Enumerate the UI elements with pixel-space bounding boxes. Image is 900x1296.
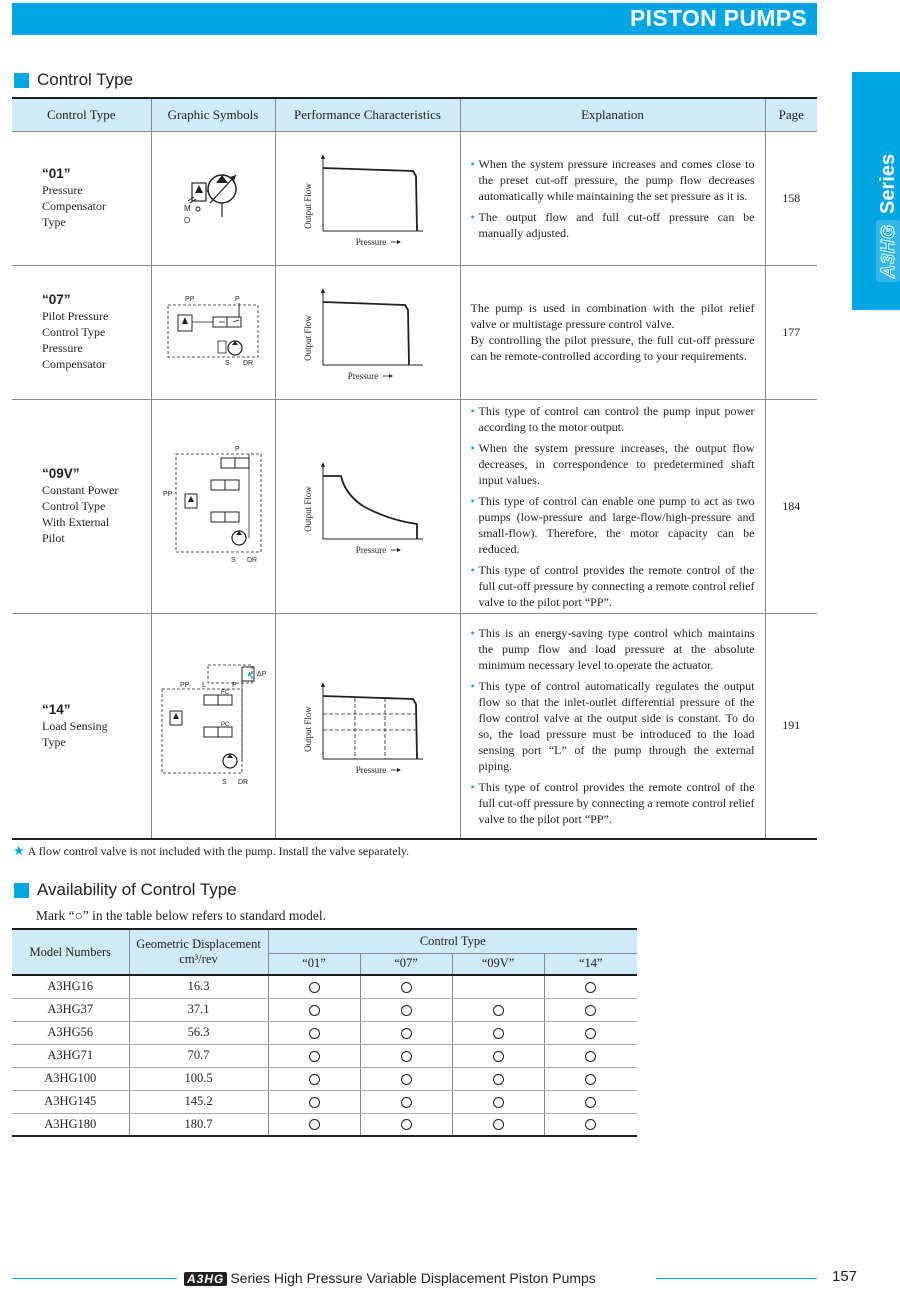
control-type-desc: Pressure Compensator Type	[42, 183, 106, 229]
performance-cell	[275, 399, 460, 613]
pressure-compensator-symbol	[178, 161, 248, 231]
standard-model-circle-icon	[585, 1097, 596, 1108]
standard-model-circle-icon	[585, 1028, 596, 1039]
bullet-dot-icon: •	[470, 440, 475, 455]
explanation-bullet	[471, 403, 755, 435]
table-row	[12, 131, 817, 265]
load-sensing-symbol	[156, 661, 271, 786]
table-row	[12, 613, 817, 839]
explanation-cell	[460, 265, 765, 399]
availability-cell	[360, 1021, 452, 1044]
availability-cell	[544, 1044, 637, 1067]
availability-cell	[268, 1021, 360, 1044]
model-number: A3HG16	[12, 975, 129, 998]
y-axis-label: Output Flow	[302, 486, 313, 532]
standard-model-circle-icon	[309, 1051, 320, 1062]
standard-model-circle-icon	[585, 1119, 596, 1130]
table-row	[12, 998, 637, 1021]
series-brand-logo: A3HG	[876, 220, 900, 282]
bullet-text: When the system pressure increases, the output flow decreases, in correspondence to predetermined shaft input values.	[478, 440, 755, 487]
control-type-cell	[12, 613, 151, 839]
performance-chart-01	[293, 146, 443, 246]
control-type-table	[12, 97, 817, 840]
availability-cell	[452, 1021, 544, 1044]
table-row	[12, 1090, 637, 1113]
displacement-unit: cm³/rev	[179, 952, 218, 966]
standard-model-circle-icon	[309, 1119, 320, 1130]
series-brand-logo: A3HG	[184, 1272, 227, 1286]
standard-model-circle-icon	[309, 1028, 320, 1039]
graphic-symbol-cell	[151, 265, 275, 399]
table-row	[12, 1021, 637, 1044]
series-label: Series	[877, 153, 899, 214]
availability-cell	[360, 998, 452, 1021]
graphic-symbol-cell	[151, 613, 275, 839]
availability-cell	[452, 1090, 544, 1113]
column-header-type: “09V”	[452, 953, 544, 975]
explanation-cell	[460, 131, 765, 265]
standard-model-circle-icon	[493, 1119, 504, 1130]
control-type-code: “07”	[42, 292, 71, 307]
displacement-value: 70.7	[129, 1044, 268, 1067]
table-header-row	[12, 929, 637, 953]
standard-model-circle-icon	[585, 1005, 596, 1016]
availability-cell	[268, 975, 360, 998]
x-axis-label: Pressure	[347, 371, 378, 380]
standard-model-circle-icon	[401, 1097, 412, 1108]
control-type-cell	[12, 131, 151, 265]
availability-cell	[544, 1113, 637, 1136]
page-ref-cell: 177	[765, 265, 817, 399]
footnote	[13, 843, 409, 859]
column-header-type: “01”	[268, 953, 360, 975]
performance-cell	[275, 265, 460, 399]
standard-model-circle-icon	[309, 1005, 320, 1016]
displacement-value: 16.3	[129, 975, 268, 998]
table-row	[12, 399, 817, 613]
column-header: Explanation	[460, 98, 765, 131]
standard-model-circle-icon	[493, 1097, 504, 1108]
footnote-text: A flow control valve is not included with the pump. Install the valve separately.	[27, 843, 410, 858]
column-header: Page	[765, 98, 817, 131]
model-number: A3HG56	[12, 1021, 129, 1044]
standard-model-circle-icon	[493, 1051, 504, 1062]
page-number: 157	[832, 1268, 858, 1285]
availability-cell	[360, 1113, 452, 1136]
port-label: PP	[185, 295, 195, 303]
port-label: DR	[243, 359, 254, 367]
availability-note: Mark “○” in the table below refers to standard model.	[36, 908, 327, 923]
explanation-bullet	[471, 625, 755, 673]
explanation-bullet	[471, 209, 755, 241]
x-axis-label: Pressure	[355, 545, 386, 554]
port-label: ΔP	[256, 671, 266, 679]
column-header-displacement	[129, 929, 268, 975]
availability-cell	[360, 1067, 452, 1090]
standard-model-circle-icon	[493, 1005, 504, 1016]
availability-cell	[452, 1067, 544, 1090]
availability-cell	[452, 998, 544, 1021]
availability-cell	[452, 975, 544, 998]
column-header: Performance Characteristics	[275, 98, 460, 131]
availability-cell	[268, 998, 360, 1021]
availability-cell	[360, 1044, 452, 1067]
bullet-text: This type of control can control the pump input power according to the motor output.	[478, 403, 755, 434]
performance-chart-07	[293, 280, 443, 380]
table-row	[12, 1067, 637, 1090]
footer-rule	[12, 1278, 177, 1279]
model-number: A3HG37	[12, 998, 129, 1021]
control-type-cell	[12, 265, 151, 399]
standard-model-circle-icon	[401, 1028, 412, 1039]
port-label: FC	[220, 690, 229, 697]
displacement-value: 180.7	[129, 1113, 268, 1136]
column-header: Control Type	[12, 98, 151, 131]
port-label: O	[184, 216, 191, 225]
column-header-model: Model Numbers	[12, 929, 129, 975]
availability-cell	[452, 1113, 544, 1136]
standard-model-circle-icon	[585, 1051, 596, 1062]
displacement-value: 100.5	[129, 1067, 268, 1090]
y-axis-label: Output Flow	[302, 705, 313, 752]
explanation-bullet	[471, 678, 755, 774]
explanation-cell	[460, 613, 765, 839]
bullet-dot-icon: •	[470, 403, 475, 418]
bullet-text: This is an energy-saving type control which maintains the pump flow and load pressure at the absolute minimum necessary level to operate the actuator.	[478, 625, 755, 672]
availability-cell	[360, 1090, 452, 1113]
column-header-type: “07”	[360, 953, 452, 975]
port-label: PP	[179, 682, 189, 690]
standard-model-circle-icon	[493, 1028, 504, 1039]
control-type-code: “09V”	[42, 466, 80, 481]
control-type-desc: Constant Power Control Type With External Pilot	[42, 483, 119, 545]
table-row	[12, 1113, 637, 1136]
bullet-text: This type of control provides the remote control of the full cut-off pressure by connecting a remote control relief valve to the pilot port “PP”.	[478, 562, 755, 609]
model-number: A3HG180	[44, 1116, 97, 1131]
section-heading-text: Availability of Control Type	[37, 880, 237, 899]
port-label: S	[230, 557, 236, 564]
bullet-text: This type of control automatically regulates the output flow so that the inlet-outlet differential pressure of the flow control valve at the output side is constant. To do so, the load pressure must be introduced to the load sensing port “L” of the pump through the external piping.	[478, 678, 755, 773]
page-ref-cell: 191	[765, 613, 817, 839]
bullet-text: This type of control provides the remote control of the full cut-off pressure by connecting a remote control relief valve to the pilot port “PP”.	[478, 779, 755, 826]
bullet-dot-icon: •	[470, 625, 475, 640]
standard-model-circle-icon	[401, 1005, 412, 1016]
x-axis-label: Pressure	[355, 237, 386, 246]
standard-model-circle-icon	[309, 1097, 320, 1108]
control-type-desc: Load Sensing Type	[42, 718, 108, 749]
table-row	[12, 1044, 637, 1067]
availability-cell	[268, 1067, 360, 1090]
availability-cell	[544, 1021, 637, 1044]
standard-model-circle-icon	[585, 982, 596, 993]
displacement-value: 145.2	[129, 1090, 268, 1113]
y-axis-label: Output Flow	[302, 183, 313, 229]
performance-cell	[275, 613, 460, 839]
displacement-label: Geometric Displacement	[136, 937, 261, 951]
performance-chart-14	[293, 674, 443, 774]
control-type-code: “01”	[42, 166, 71, 181]
explanation-bullet	[471, 440, 755, 488]
footer-rule	[656, 1278, 817, 1279]
explanation-bullet	[471, 156, 755, 204]
port-label: P	[234, 446, 240, 453]
availability-cell	[360, 975, 452, 998]
section-heading-control-type	[14, 70, 133, 90]
graphic-symbol-cell	[151, 399, 275, 613]
availability-table-body	[12, 975, 637, 1136]
performance-cell	[275, 131, 460, 265]
performance-chart-09v	[293, 454, 443, 554]
availability-cell	[544, 1067, 637, 1090]
square-bullet-icon	[14, 883, 29, 898]
control-type-cell	[12, 399, 151, 613]
control-type-code: “14”	[42, 701, 71, 717]
side-tab-label	[876, 154, 900, 282]
graphic-symbol-cell	[151, 131, 275, 265]
standard-model-circle-icon	[585, 1074, 596, 1085]
port-label: DR	[246, 557, 257, 564]
availability-cell	[268, 1090, 360, 1113]
series-side-tab	[852, 72, 900, 310]
availability-table	[12, 928, 637, 1137]
section-heading-availability	[14, 880, 237, 900]
section-heading-text: Control Type	[37, 70, 134, 89]
model-number: A3HG100	[12, 1067, 129, 1090]
port-label: S	[221, 779, 227, 787]
model-number: A3HG145	[12, 1090, 129, 1113]
bullet-dot-icon: •	[470, 562, 475, 577]
constant-power-symbol	[161, 444, 266, 564]
column-header-control-type: Control Type	[268, 929, 637, 953]
standard-model-circle-icon	[309, 1074, 320, 1085]
table-header-row	[12, 98, 817, 131]
table-row	[12, 975, 637, 998]
availability-cell	[544, 998, 637, 1021]
square-bullet-icon	[14, 73, 29, 88]
standard-model-circle-icon	[493, 1074, 504, 1085]
y-axis-label: Output Flow	[302, 315, 313, 361]
explanation-paragraph: The pump is used in combination with the pilot relief valve or multistage pressure control valve. By controlling the pilot pressure, the full cut-off pressure can be remote-controlled according to your requirements.	[470, 301, 755, 363]
bullet-dot-icon: •	[470, 156, 475, 171]
port-label: L	[201, 682, 206, 690]
star-icon: ★	[13, 843, 25, 858]
model-number: A3HG71	[12, 1044, 129, 1067]
standard-model-circle-icon	[401, 1074, 412, 1085]
explanation-bullet	[471, 493, 755, 557]
explanation-bullet	[471, 562, 755, 610]
explanation-bullet	[471, 779, 755, 827]
page-ref-cell: 158	[765, 131, 817, 265]
availability-cell	[268, 1044, 360, 1067]
availability-cell	[544, 1090, 637, 1113]
pilot-pressure-symbol	[163, 293, 263, 368]
bullet-text: When the system pressure increases and comes close to the preset cut-off pressure, the pump flow decreases automatically while maintaining the set pressure as it is.	[478, 156, 755, 203]
table-row	[12, 265, 817, 399]
port-label: DR	[237, 779, 248, 787]
explanation-cell	[460, 399, 765, 613]
footer-text: Series High Pressure Variable Displacement Piston Pumps	[230, 1270, 596, 1286]
port-label: P	[231, 682, 237, 690]
port-label: PP	[162, 491, 172, 498]
displacement-value: 37.1	[129, 998, 268, 1021]
bullet-text: The output flow and full cut-off pressure can be manually adjusted.	[478, 209, 755, 240]
column-header: Graphic Symbols	[151, 98, 275, 131]
bullet-dot-icon: •	[470, 779, 475, 794]
port-label: P	[235, 295, 240, 303]
port-label: PC	[220, 722, 229, 729]
standard-model-circle-icon	[401, 1051, 412, 1062]
footer-caption	[184, 1270, 596, 1286]
bullet-dot-icon: •	[470, 209, 475, 224]
header-bar	[12, 3, 817, 35]
standard-model-circle-icon	[401, 982, 412, 993]
availability-cell	[452, 1044, 544, 1067]
availability-cell	[268, 1113, 360, 1136]
port-label: S	[225, 359, 230, 367]
standard-model-circle-icon	[401, 1119, 412, 1130]
standard-model-circle-icon	[309, 982, 320, 993]
column-header-type: “14”	[544, 953, 637, 975]
page-title: PISTON PUMPS	[630, 5, 807, 31]
flow-valve-star-icon: ★	[245, 670, 253, 680]
page-ref-cell: 184	[765, 399, 817, 613]
bullet-dot-icon: •	[470, 678, 475, 693]
port-label: M	[184, 204, 191, 213]
x-axis-label: Pressure	[355, 764, 386, 774]
control-type-desc: Pilot Pressure Control Type Pressure Compensator	[42, 309, 109, 371]
availability-cell	[544, 975, 637, 998]
displacement-value: 56.3	[129, 1021, 268, 1044]
bullet-text: This type of control can enable one pump to act as two pumps (low-pressure and large-flow/high-pressure and small-flow). Therefore, the motor capacity can be reduced.	[478, 493, 755, 556]
bullet-dot-icon: •	[470, 493, 475, 508]
